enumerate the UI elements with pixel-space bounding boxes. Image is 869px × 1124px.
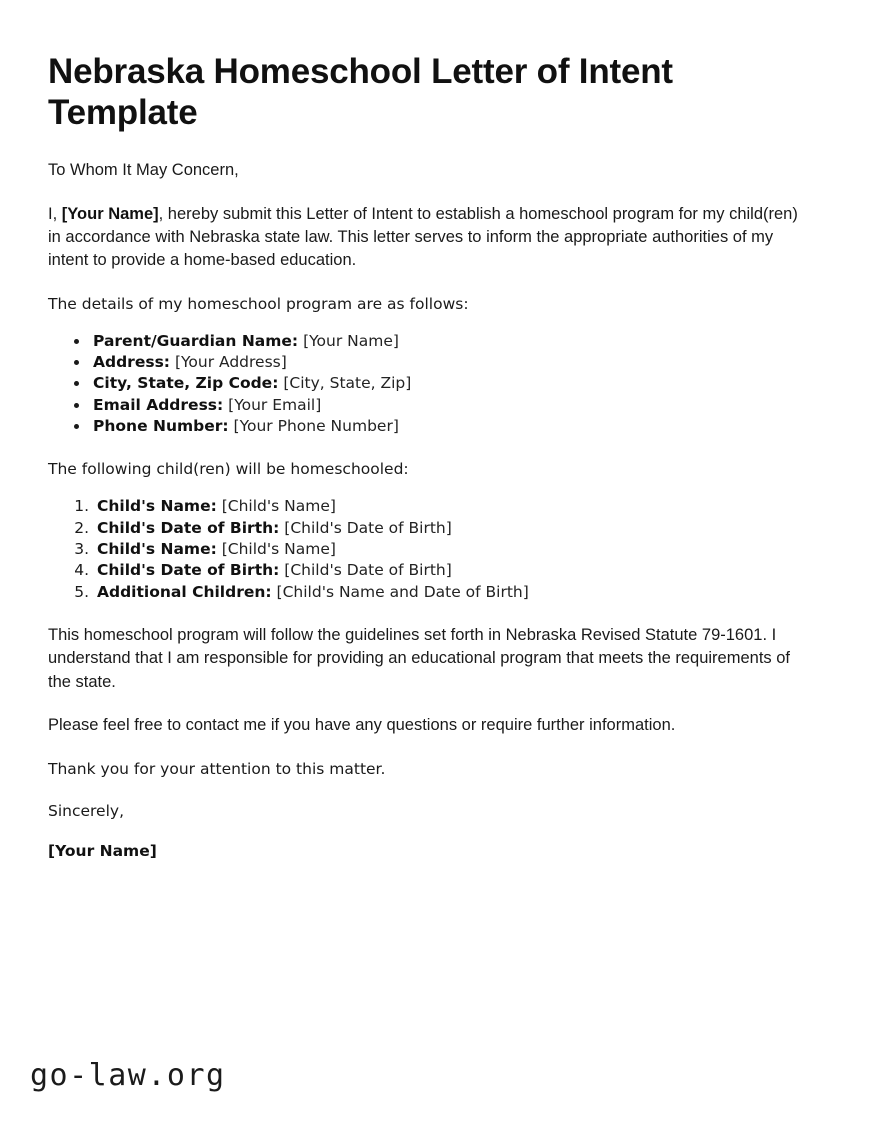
child-value: [Child's Date of Birth] — [284, 561, 452, 580]
opening-paragraph — [48, 203, 806, 273]
detail-label: Parent/Guardian Name: — [93, 331, 299, 350]
detail-value: [Your Name] — [303, 331, 399, 350]
signature-name: [Your Name] — [48, 841, 157, 860]
document-body — [48, 52, 808, 860]
list-item — [90, 416, 808, 436]
thanks-paragraph: Thank you for your attention to this matter. — [48, 759, 386, 778]
salutation-paragraph: To Whom It May Concern, — [48, 161, 239, 180]
compliance-paragraph: This homeschool program will follow the guidelines set forth in Nebraska Revised Statute 79-1601. I understand that I am responsible for providing an educational program that meets the requirements of the state. — [48, 625, 791, 691]
opening-text-before: I, — [48, 204, 62, 223]
detail-label: Phone Number: — [93, 417, 229, 436]
page-title: Nebraska Homeschool Letter of Intent Template — [48, 52, 673, 132]
sign-off: Sincerely, — [48, 801, 125, 820]
child-value: [Child's Date of Birth] — [284, 518, 452, 537]
child-value: [Child's Name and Date of Birth] — [276, 582, 529, 601]
child-label: Child's Date of Birth: — [97, 561, 280, 580]
list-item — [90, 395, 808, 415]
list-item — [90, 331, 808, 351]
detail-label: Email Address: — [93, 395, 224, 414]
detail-value: [City, State, Zip] — [283, 374, 412, 393]
details-intro-paragraph: The details of my homeschool program are as follows: — [48, 294, 469, 313]
list-item — [94, 560, 808, 580]
child-label: Additional Children: — [97, 582, 272, 601]
site-watermark: go-law.org — [30, 1058, 226, 1093]
list-item — [90, 352, 808, 372]
detail-value: [Your Address] — [174, 353, 287, 372]
children-list — [48, 496, 808, 601]
opening-name-placeholder: [Your Name] — [61, 204, 159, 223]
child-value: [Child's Name] — [221, 539, 336, 558]
child-label: Child's Date of Birth: — [97, 518, 280, 537]
child-label: Child's Name: — [97, 497, 217, 516]
contact-paragraph: Please feel free to contact me if you have any questions or require further information. — [48, 716, 676, 735]
list-item — [94, 582, 808, 602]
child-value: [Child's Name] — [221, 497, 336, 516]
opening-text-after: , hereby submit this Letter of Intent to establish a homeschool program for my child(ren) in accordance with Nebraska state law. This letter serves to inform the appropriate authorities of my intent to provide a home-based education. — [48, 204, 798, 270]
parent-details-list — [48, 331, 808, 436]
list-item — [90, 373, 808, 393]
list-item — [94, 539, 808, 559]
detail-value: [Your Phone Number] — [233, 417, 399, 436]
detail-value: [Your Email] — [228, 395, 322, 414]
detail-label: Address: — [93, 353, 170, 372]
list-item — [94, 496, 808, 516]
child-label: Child's Name: — [97, 539, 217, 558]
detail-label: City, State, Zip Code: — [93, 374, 279, 393]
list-item — [94, 518, 808, 538]
children-intro-paragraph: The following child(ren) will be homeschooled: — [48, 460, 409, 479]
